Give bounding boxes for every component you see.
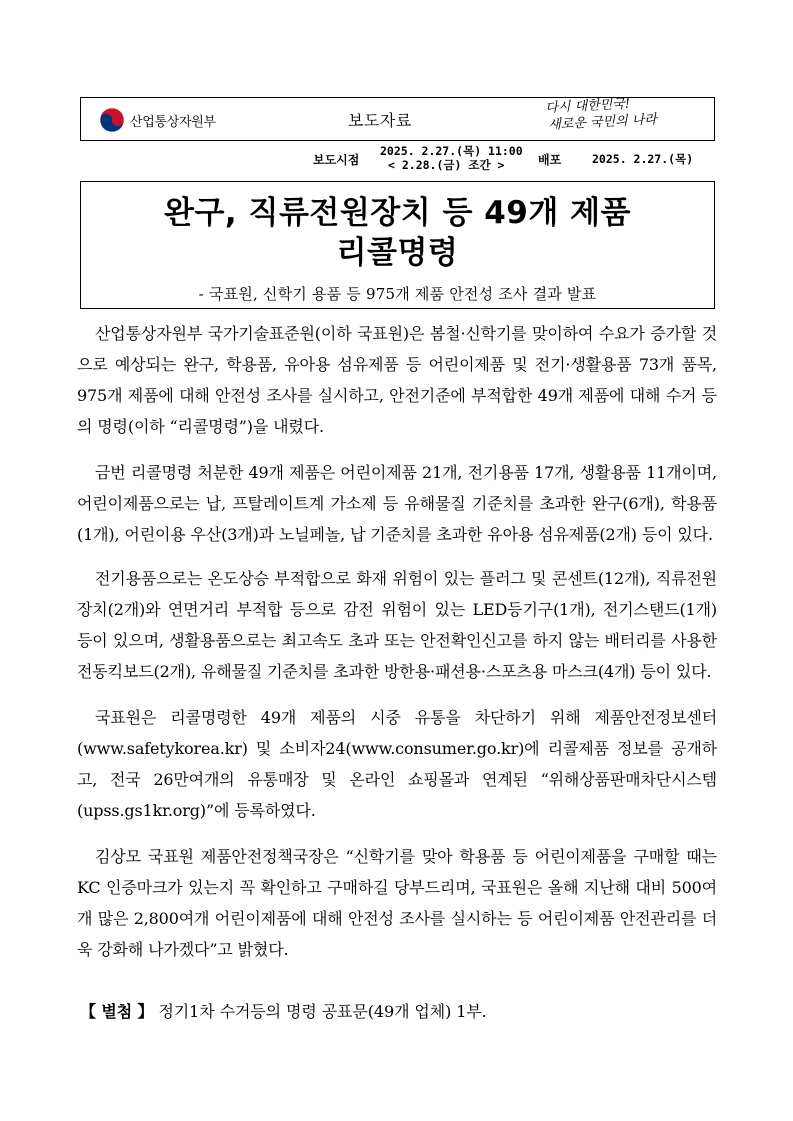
slogan-line-2: 새로운 국민의 나라	[547, 112, 658, 133]
subtitle: - 국표원, 신학기 용품 등 975개 제품 안전성 조사 결과 발표	[198, 285, 597, 303]
paragraph-4: 국표원은 리콜명령한 49개 제품의 시중 유통을 차단하기 위해 제품안전정보센터(www.safetykorea.kr) 및 소비자24(www.consumer.go.kr)에 리콜제품 정보를 공개하고, 전국 26만여개의 유통매장 및 온라인 쇼핑몰과 연계된 “위해상품판매차단시스템(upss.gs1kr.org)”에 등록하였다.	[77, 708, 717, 820]
distribution-date: 2025. 2.27.(목)	[592, 152, 694, 166]
attachment-text: 정기1차 수거등의 명령 공표문(49개 업체) 1부.	[158, 1002, 487, 1021]
release-time-label: 보도시점	[313, 153, 360, 167]
title-box	[80, 181, 715, 309]
article-body	[77, 318, 717, 980]
taegeuk-emblem-icon	[99, 107, 125, 133]
paragraph-3: 전기용품으로는 온도상승 부적합으로 화재 위험이 있는 플러그 및 콘센트(12개), 직류전원장치(2개)와 연면거리 부적합 등으로 감전 위험이 있는 LED등기구(1개), 전기스탠드(1개) 등이 있으며, 생활용품으로는 최고속도 초과 또는 안전확인신고를 하지 않는 배터리를 사용한 전동킥보드(2개), 유해물질 기준치를 초과한 방한용·패션용·스포츠용 마스크(4개) 등이 있다.	[77, 569, 717, 681]
paragraph-5: 김상모 국표원 제품안전정책국장은 “신학기를 맞아 학용품 등 어린이제품을 구매할 때는 KC 인증마크가 있는지 꼭 확인하고 구매하길 당부드리며, 국표원은 올해 지난해 대비 500여개 많은 2,800여개 어린이제품에 대해 안전성 조사를 실시하는 등 어린이제품 안전관리를 더욱 강화해 나가겠다”고 밝혔다.	[77, 847, 717, 959]
attachment-label: 【 별첨 】	[80, 1002, 154, 1021]
paragraph-2: 금번 리콜명령 처분한 49개 제품은 어린이제품 21개, 전기용품 17개, 생활용품 11개이며, 어린이제품으로는 납, 프탈레이트계 가소제 등 유해물질 기준치를 초과한 완구(6개), 학용품(1개), 어린이용 우산(3개)과 노닐페놀, 납 기준치를 초과한 유아용 섬유제품(2개) 등이 있다.	[77, 463, 717, 544]
government-slogan	[545, 94, 657, 134]
release-edition: < 2.28.(금) 조간 >	[388, 158, 505, 172]
document-type: 보도자료	[348, 111, 412, 130]
release-time: 2025. 2.27.(목) 11:00	[380, 144, 523, 158]
attachment-note	[80, 999, 487, 1022]
headline-line-2: 리콜명령	[336, 235, 459, 271]
release-info	[0, 142, 793, 174]
distribution-label: 배포	[538, 153, 562, 167]
ministry-logo	[99, 107, 216, 133]
header-box	[80, 97, 715, 141]
paragraph-1: 산업통상자원부 국가기술표준원(이하 국표원)은 봄철·신학기를 맞이하여 수요가 증가할 것으로 예상되는 완구, 학용품, 유아용 섬유제품 등 어린이제품 및 전기·생활용품 73개 품목, 975개 제품에 대해 안전성 조사를 실시하고, 안전기준에 부적합한 49개 제품에 대해 수거 등의 명령(이하 “리콜명령”)을 내렸다.	[77, 324, 717, 436]
headline-line-1: 완구, 직류전원장치 등 49개 제품	[164, 195, 631, 231]
ministry-name: 산업통상자원부	[130, 114, 216, 130]
slogan-line-1: 다시 대한민국!	[545, 96, 631, 116]
